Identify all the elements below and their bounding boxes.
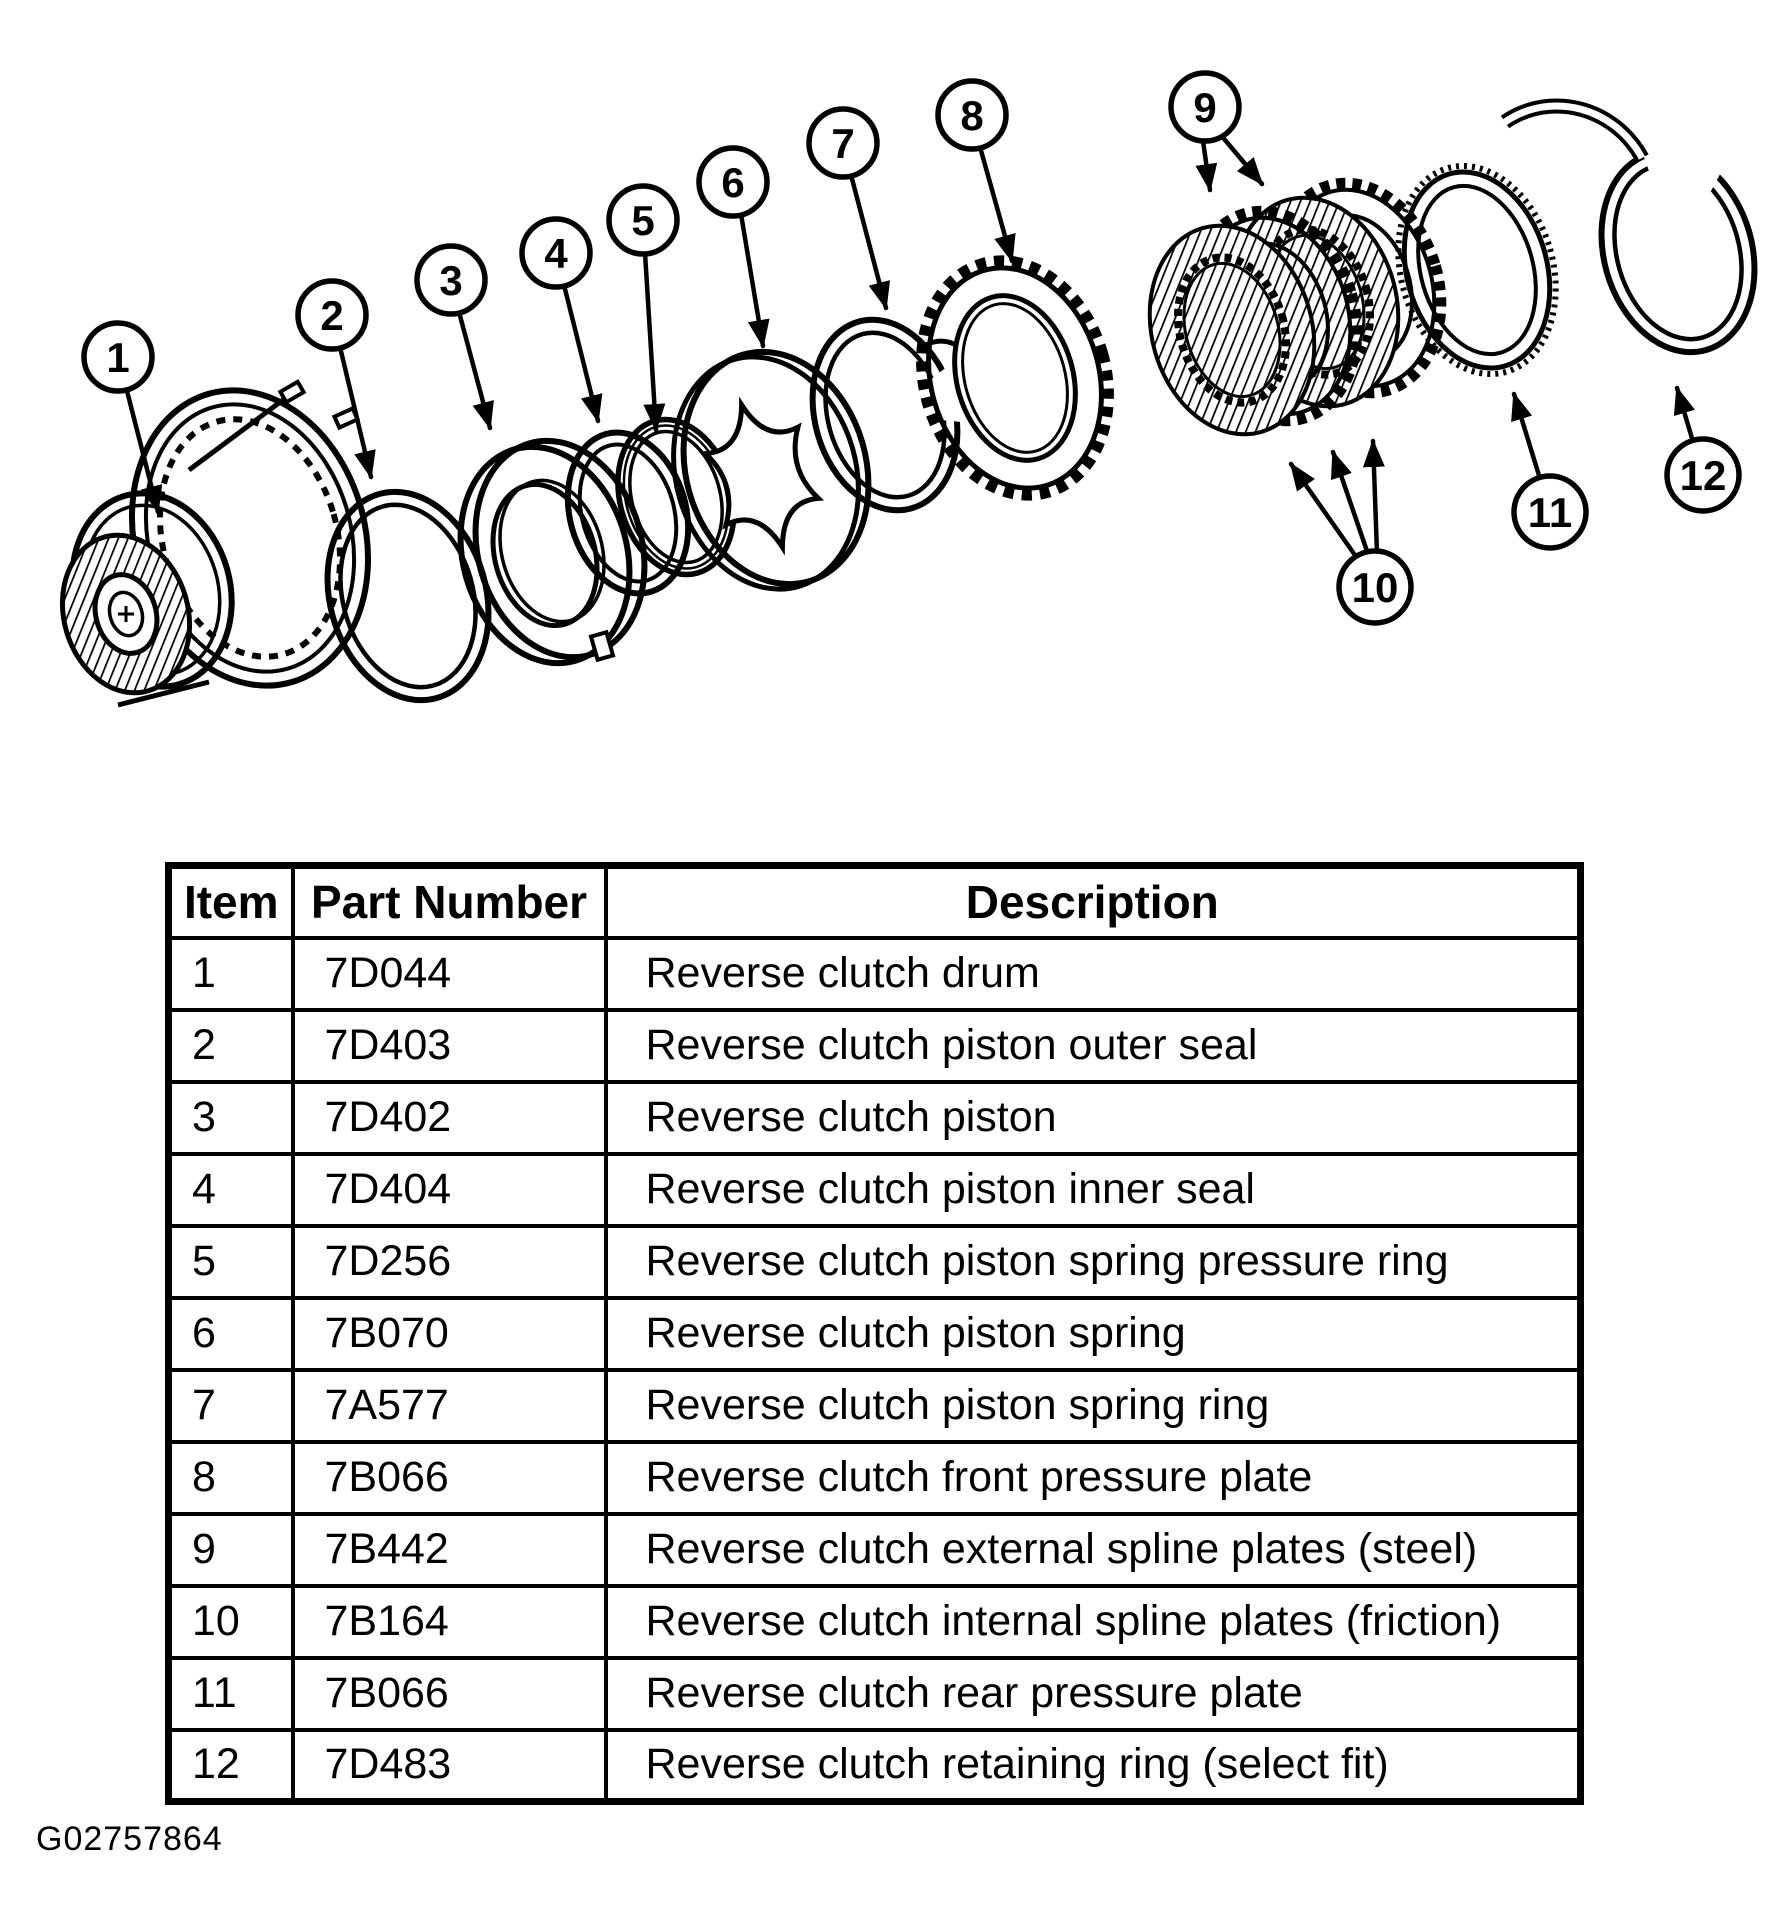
- table-row: [169, 1226, 1581, 1298]
- exploded-view-diagram: [0, 0, 1779, 862]
- callout-1-number: 1: [106, 334, 130, 381]
- cell-item: 11: [169, 1658, 293, 1730]
- cell-description: Reverse clutch piston inner seal: [606, 1154, 1581, 1226]
- callout-3: [417, 246, 485, 314]
- callout-5-number: 5: [631, 197, 655, 244]
- callout-5: [609, 186, 677, 254]
- cell-description: Reverse clutch piston outer seal: [606, 1010, 1581, 1082]
- header-item: Item: [169, 866, 293, 938]
- cell-description: Reverse clutch internal spline plates (friction): [606, 1586, 1581, 1658]
- callout-8: [938, 81, 1006, 149]
- table-row: [169, 1442, 1581, 1514]
- part-11-rear-pressure-plate: [1375, 147, 1580, 393]
- callout-9-number: 9: [1193, 84, 1217, 131]
- part-12-retaining-ring: [1505, 106, 1777, 370]
- cell-part-number: 7D044: [293, 938, 606, 1010]
- cell-part-number: 7B070: [293, 1298, 606, 1370]
- callout-10: [1339, 551, 1411, 623]
- callout-12: [1667, 439, 1739, 511]
- callout-1: [84, 323, 152, 391]
- table-row: [169, 1586, 1581, 1658]
- cell-description: Reverse clutch external spline plates (steel): [606, 1514, 1581, 1586]
- cell-part-number: 7B066: [293, 1442, 606, 1514]
- table-header-row: [169, 866, 1581, 938]
- table-row: [169, 1298, 1581, 1370]
- callout-12-number: 12: [1679, 452, 1727, 499]
- cell-description: Reverse clutch piston: [606, 1082, 1581, 1154]
- cell-description: Reverse clutch piston spring ring: [606, 1370, 1581, 1442]
- table-row: [169, 1154, 1581, 1226]
- cell-item: 5: [169, 1226, 293, 1298]
- cell-item: 6: [169, 1298, 293, 1370]
- callout-10-number: 10: [1351, 564, 1399, 611]
- cell-part-number: 7D483: [293, 1730, 606, 1802]
- table-row: [169, 1010, 1581, 1082]
- cell-description: Reverse clutch drum: [606, 938, 1581, 1010]
- cell-item: 7: [169, 1370, 293, 1442]
- table-row: [169, 1370, 1581, 1442]
- header-part-number: Part Number: [293, 866, 606, 938]
- callout-6-number: 6: [721, 159, 745, 206]
- cell-item: 12: [169, 1730, 293, 1802]
- callout-8-number: 8: [960, 92, 984, 139]
- cell-part-number: 7D404: [293, 1154, 606, 1226]
- cell-description: Reverse clutch front pressure plate: [606, 1442, 1581, 1514]
- callout-3-number: 3: [439, 257, 463, 304]
- cell-item: 9: [169, 1514, 293, 1586]
- table-row: [169, 1514, 1581, 1586]
- cell-part-number: 7B442: [293, 1514, 606, 1586]
- cell-item: 3: [169, 1082, 293, 1154]
- callout-6: [699, 148, 767, 216]
- cell-part-number: 7A577: [293, 1370, 606, 1442]
- table-row: [169, 1730, 1581, 1802]
- header-description: Description: [606, 866, 1581, 938]
- callout-4-number: 4: [544, 230, 568, 277]
- cell-part-number: 7B066: [293, 1658, 606, 1730]
- figure-id-label: G02757864: [36, 1820, 223, 1858]
- cell-description: Reverse clutch retaining ring (select fit): [606, 1730, 1581, 1802]
- callout-7: [809, 109, 877, 177]
- table-row: [169, 938, 1581, 1010]
- cell-part-number: 7D403: [293, 1010, 606, 1082]
- callout-2: [298, 281, 366, 349]
- cell-description: Reverse clutch piston spring: [606, 1298, 1581, 1370]
- callout-2-number: 2: [320, 292, 344, 339]
- callout-11-number: 11: [1527, 489, 1573, 536]
- cell-description: Reverse clutch rear pressure plate: [606, 1658, 1581, 1730]
- cell-part-number: 7B164: [293, 1586, 606, 1658]
- callout-9: [1171, 73, 1239, 141]
- cell-item: 8: [169, 1442, 293, 1514]
- callout-4: [522, 219, 590, 287]
- table-row: [169, 1082, 1581, 1154]
- cell-item: 4: [169, 1154, 293, 1226]
- cell-part-number: 7D256: [293, 1226, 606, 1298]
- cell-item: 10: [169, 1586, 293, 1658]
- part-7-piston-spring-ring: [791, 302, 995, 527]
- table-row: [169, 1658, 1581, 1730]
- callout-11: [1514, 476, 1586, 548]
- cell-description: Reverse clutch piston spring pressure ring: [606, 1226, 1581, 1298]
- callout-7-number: 7: [831, 120, 855, 167]
- cell-item: 1: [169, 938, 293, 1010]
- cell-part-number: 7D402: [293, 1082, 606, 1154]
- parts-table: [165, 862, 1584, 1805]
- cell-item: 2: [169, 1010, 293, 1082]
